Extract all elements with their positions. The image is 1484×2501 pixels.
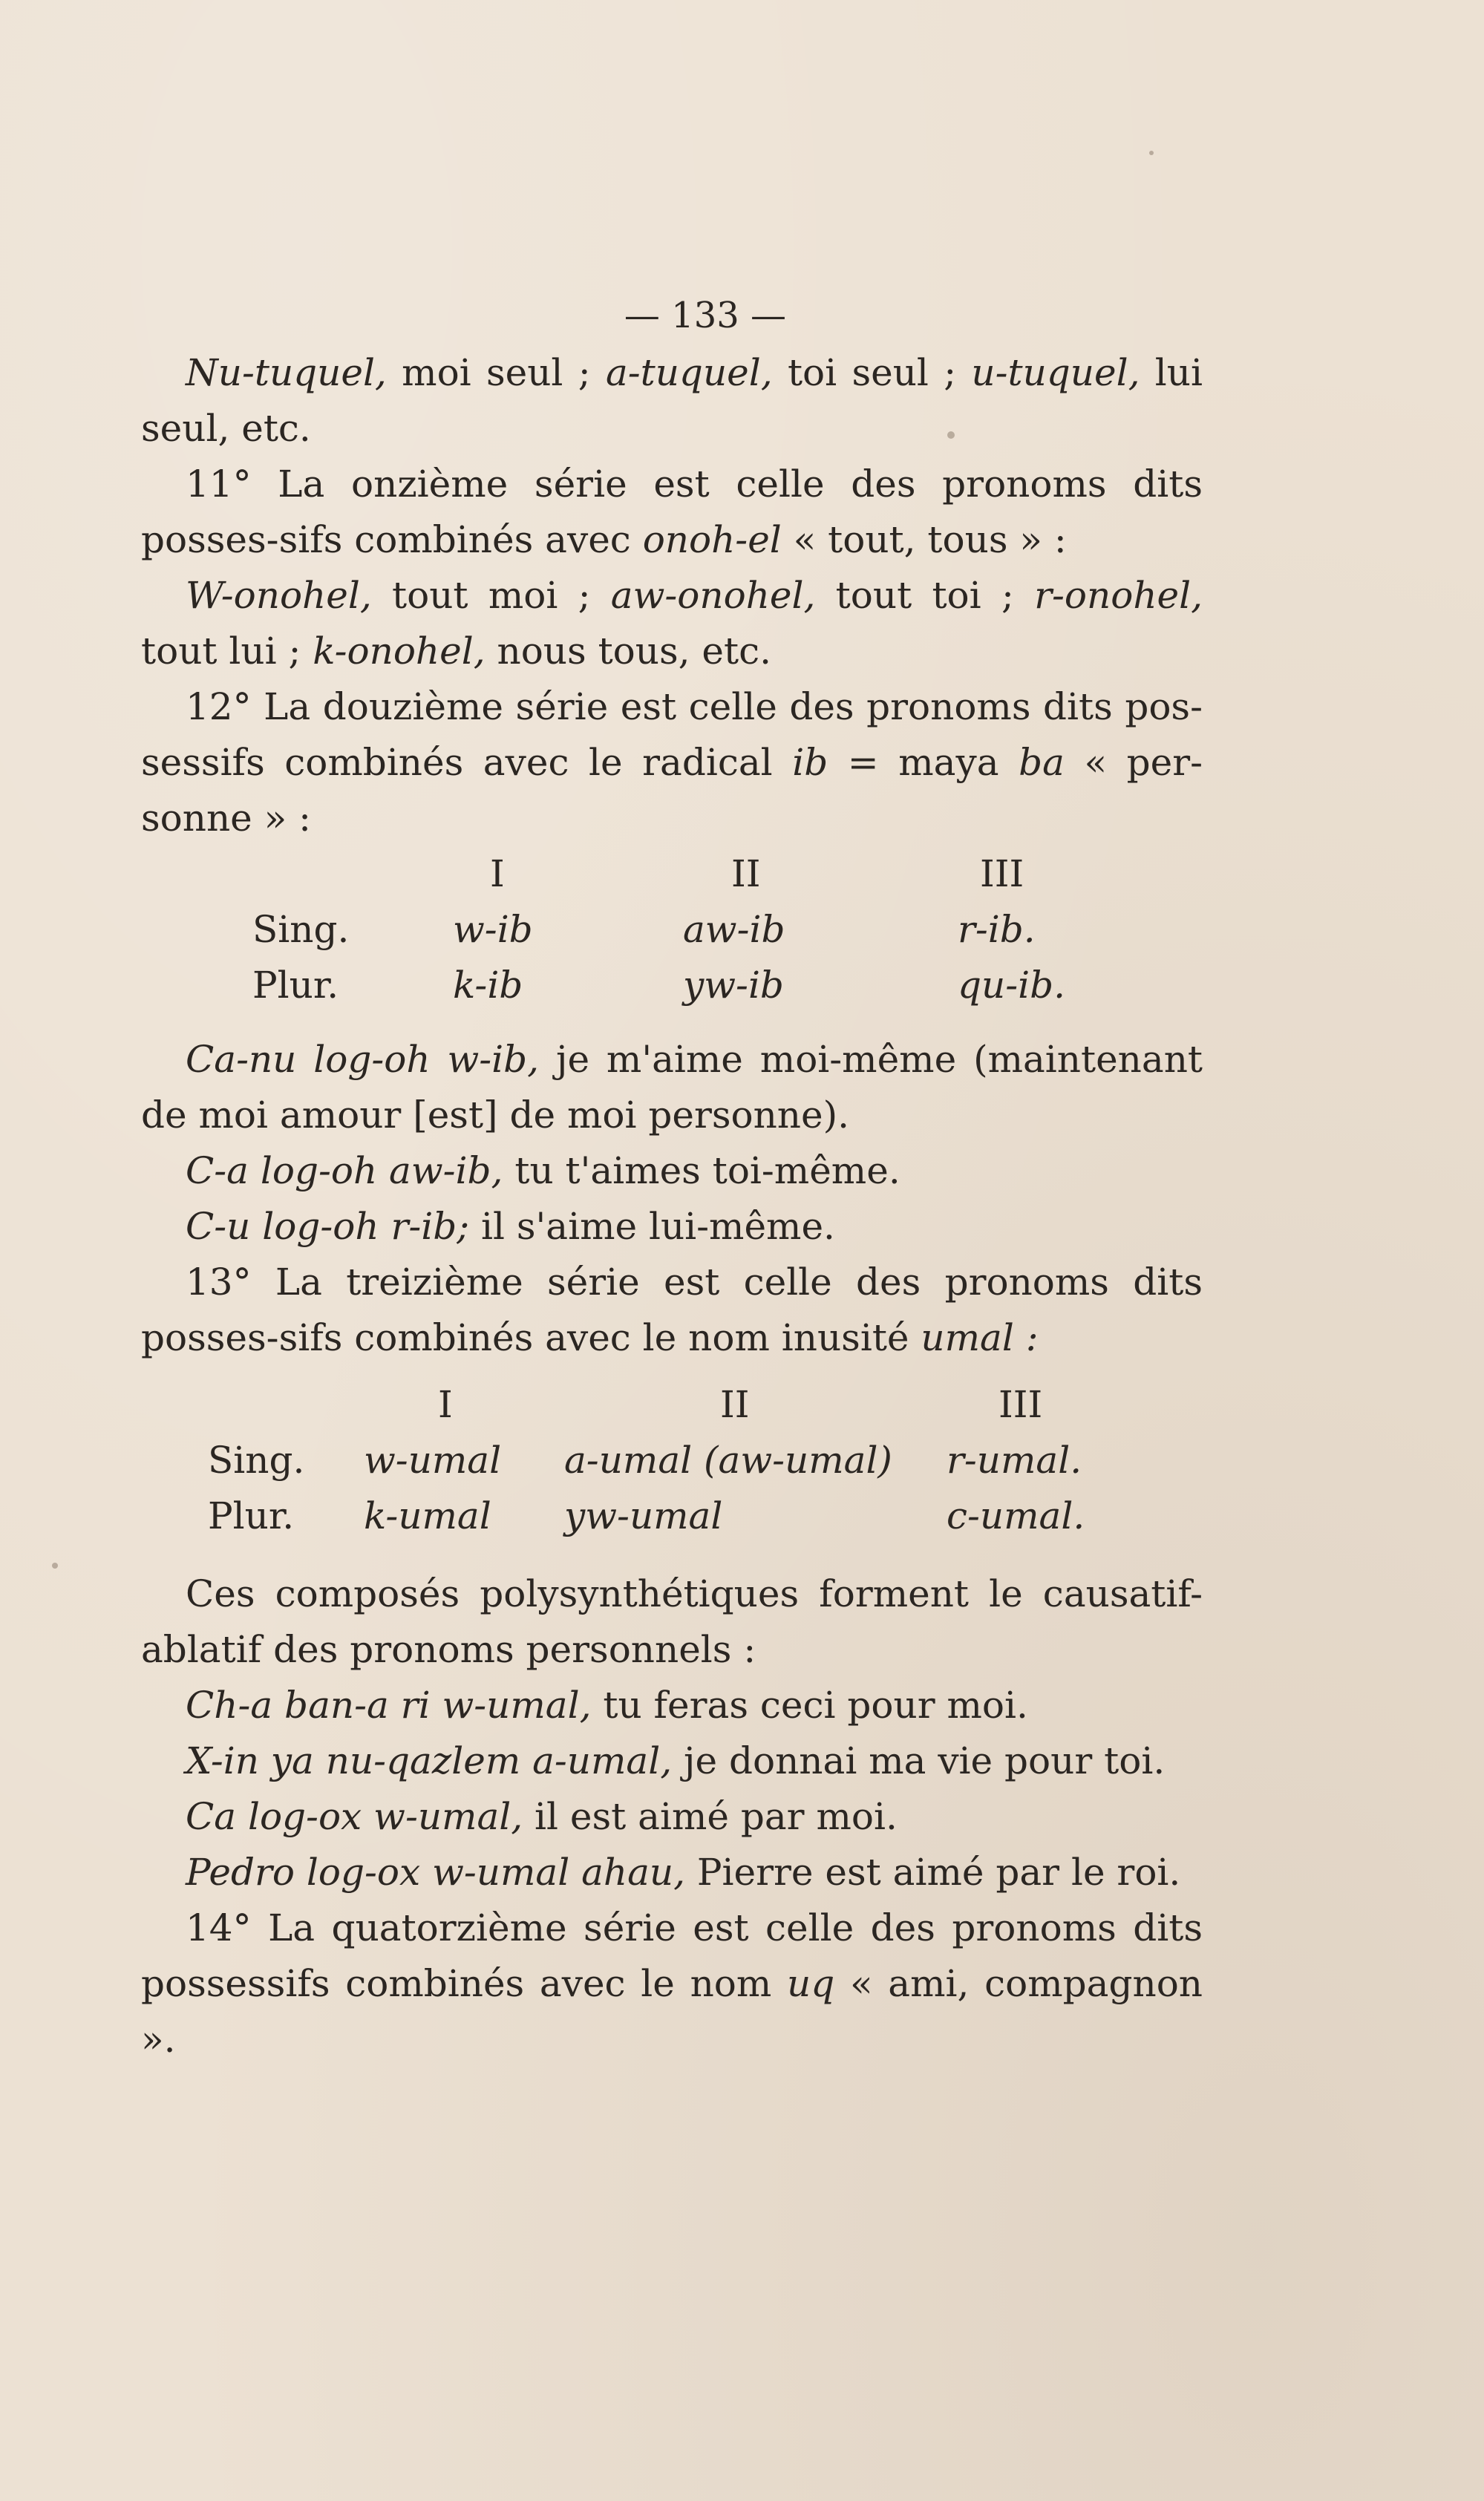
- table-cell: k-umal: [364, 1494, 491, 1537]
- term: Ca-nu log-oh w-ib,: [186, 1038, 540, 1081]
- table-cell: yw-umal: [564, 1494, 723, 1537]
- column-header: III: [998, 1383, 1043, 1426]
- text: 14° La quatorzième série est celle des pronoms dits possessifs combinés avec le nom: [141, 1906, 1203, 2005]
- column-header: I: [490, 852, 505, 895]
- term: Nu-tuquel,: [186, 351, 387, 394]
- text: il s'aime lui-même.: [469, 1205, 835, 1248]
- text: « per-sonne » :: [141, 741, 1203, 840]
- row-label: Plur.: [252, 964, 339, 1007]
- table-cell: k-ib: [453, 964, 523, 1007]
- paradigm-table-umal: [141, 1366, 1203, 1552]
- term: aw-onohel,: [610, 574, 816, 617]
- text: 11° La onzième série est celle des pronoms dits posses-sifs combinés avec: [141, 462, 1203, 561]
- table-cell: w-ib: [453, 908, 533, 951]
- term: umal :: [921, 1316, 1039, 1359]
- text: moi seul ;: [386, 351, 606, 394]
- term: X-in ya nu-qazlem a-umal,: [186, 1739, 673, 1782]
- example-sentence: [141, 1733, 1203, 1789]
- text: 13° La treizième série est celle des pronoms dits posses-sifs combinés avec le nom inusité: [141, 1261, 1203, 1359]
- text: nous tous, etc.: [485, 630, 771, 673]
- row-label: Sing.: [252, 908, 350, 951]
- table-cell: a-umal (aw-umal): [564, 1439, 892, 1482]
- table-cell: c-umal.: [947, 1494, 1085, 1537]
- paradigm-table-ib: [141, 846, 1203, 1032]
- term: a-tuquel,: [605, 351, 773, 394]
- paragraph-onohel-examples: [141, 568, 1203, 679]
- text: tu feras ceci pour moi.: [591, 1684, 1028, 1727]
- text: je donnai ma vie pour toi.: [672, 1739, 1166, 1782]
- term: uq: [787, 1962, 835, 2005]
- paper-speck: [1149, 151, 1154, 155]
- table-cell: r-ib.: [958, 908, 1036, 951]
- paragraph-series-14: [141, 1900, 1203, 2067]
- table-cell: w-umal: [364, 1439, 502, 1482]
- term: Ch-a ban-a ri w-umal,: [186, 1684, 592, 1727]
- term: ib: [792, 741, 828, 784]
- text: Pierre est aimé par le roi.: [685, 1851, 1181, 1894]
- paragraph-causative: [141, 1566, 1203, 1678]
- term: C-a log-oh aw-ib,: [186, 1149, 503, 1192]
- example-sentence: [141, 1032, 1203, 1143]
- text: lui seul, etc.: [141, 351, 1203, 450]
- paragraph-tuquel: [141, 345, 1203, 457]
- table-cell: qu-ib.: [958, 964, 1065, 1007]
- text: tout lui ;: [141, 630, 313, 673]
- term: Ca log-ox w-umal,: [186, 1795, 523, 1838]
- paper-speck: [52, 1563, 58, 1569]
- text: Ces composés polysynthétiques forment le causatif-ablatif des pronoms personnels :: [141, 1572, 1203, 1671]
- row-label: Plur.: [208, 1494, 295, 1537]
- column-header: I: [438, 1383, 453, 1426]
- example-sentence: [141, 1678, 1203, 1733]
- example-sentence: [141, 1789, 1203, 1845]
- term: W-onohel,: [186, 574, 372, 617]
- term: Pedro log-ox w-umal ahau,: [186, 1851, 685, 1894]
- text: tout moi ;: [371, 574, 611, 617]
- spacer: [141, 1552, 1203, 1566]
- paragraph-series-11: [141, 457, 1203, 568]
- text: tout toi ;: [815, 574, 1035, 617]
- page-number: — 133 —: [624, 295, 787, 336]
- term: r-onohel,: [1034, 574, 1203, 617]
- paragraph-series-13: [141, 1255, 1203, 1366]
- text: il est aimé par moi.: [523, 1795, 898, 1838]
- row-label: Sing.: [208, 1439, 305, 1482]
- term: C-u log-oh r-ib;: [186, 1205, 470, 1248]
- column-header: II: [720, 1383, 750, 1426]
- paragraph-series-12: [141, 679, 1203, 846]
- page-body: [141, 293, 1203, 2067]
- term: u-tuquel,: [971, 351, 1140, 394]
- text: je m'aime moi-même (maintenant de moi amour [est] de moi personne).: [141, 1038, 1203, 1137]
- table-cell: aw-ib: [683, 908, 785, 951]
- example-sentence: [141, 1199, 1203, 1255]
- column-header: III: [980, 852, 1024, 895]
- example-sentence: [141, 1845, 1203, 1900]
- text: « ami, compagnon ».: [141, 1962, 1203, 2061]
- example-sentence: [141, 1143, 1203, 1199]
- table-cell: yw-ib: [683, 964, 784, 1007]
- term: k-onohel,: [313, 630, 486, 673]
- table-cell: r-umal.: [947, 1439, 1082, 1482]
- text: = maya: [828, 741, 1019, 784]
- term: ba: [1019, 741, 1065, 784]
- text: « tout, tous » :: [781, 518, 1067, 561]
- term: onoh-el: [642, 518, 782, 561]
- text: tu t'aimes toi-même.: [503, 1149, 900, 1192]
- text: toi seul ;: [772, 351, 972, 394]
- text: 12° La douzième série est celle des pronoms dits pos-sessifs combinés avec le radical: [141, 685, 1203, 784]
- column-header: II: [731, 852, 761, 895]
